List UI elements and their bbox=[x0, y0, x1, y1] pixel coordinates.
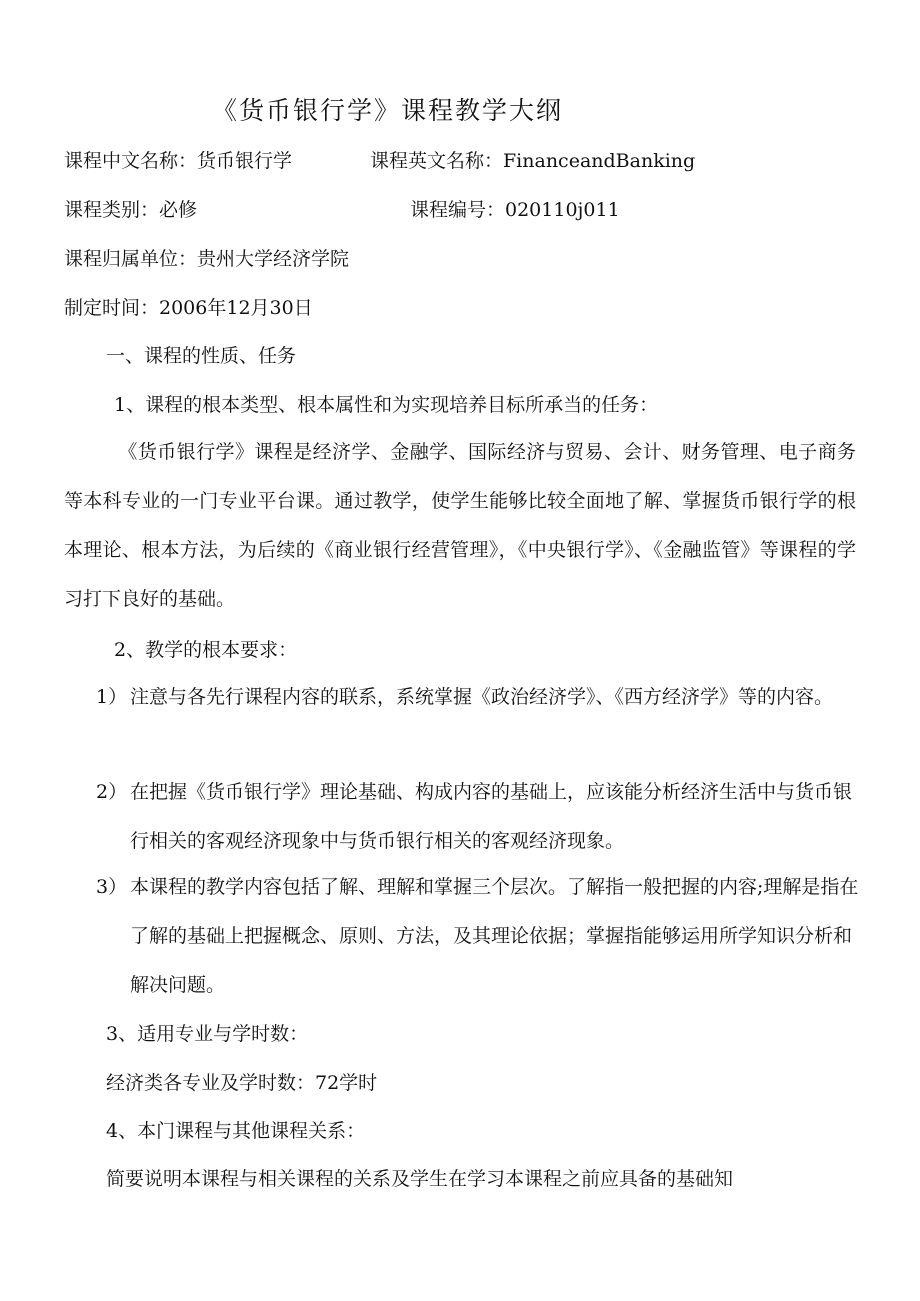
subsection-1-text: 《货币银行学》课程是经济学、金融学、国际经济与贸易、会计、财务管理、电子商务等本科专业的一门专业平台课。通过教学，使学生能够比较全面地了解、掌握货币银行学的根本理论、根本方法，为后续的《商业银行经营管理》，《中央银行学》、《金融监管》等课程的学习打下良好的基础。 bbox=[64, 441, 856, 610]
subsection-heading-4: 4、本门课程与其他课程关系： bbox=[106, 1120, 366, 1142]
section-heading-1: 一、课程的性质、任务 bbox=[106, 345, 297, 367]
requirement-item-3 bbox=[96, 863, 860, 1010]
subsection-1-body bbox=[64, 428, 856, 624]
course-unit: 课程归属单位：贵州大学经济学院 bbox=[64, 248, 350, 270]
course-code: 课程编号：020110j011 bbox=[410, 199, 620, 221]
document-title: 《货币银行学》课程教学大纲 bbox=[212, 96, 564, 125]
subsection-4-body: 简要说明本课程与相关课程的关系及学生在学习本课程之前应具备的基础知 bbox=[106, 1168, 734, 1190]
requirement-item-2 bbox=[96, 768, 860, 866]
subsection-heading-3: 3、适用专业与学时数： bbox=[106, 1023, 309, 1045]
course-en-name: 课程英文名称：FinanceandBanking bbox=[370, 150, 696, 172]
course-category: 课程类别：必修 bbox=[64, 199, 198, 221]
subsection-3-body: 经济类各专业及学时数：72学时 bbox=[106, 1072, 378, 1094]
subsection-heading-1: 1、课程的根本类型、根本属性和为实现培养目标所承当的任务： bbox=[114, 394, 659, 416]
item-number: 3） bbox=[96, 876, 128, 898]
requirement-item-1 bbox=[96, 673, 860, 722]
item-number: 1） bbox=[96, 686, 128, 708]
subsection-heading-2: 2、教学的根本要求： bbox=[114, 639, 298, 661]
item-text: 注意与各先行课程内容的联系，系统掌握《政治经济学》、《西方经济学》等的内容。 bbox=[130, 686, 834, 708]
item-number: 2） bbox=[96, 781, 128, 803]
item-text: 在把握《货币银行学》理论基础、构成内容的基础上，应该能分析经济生活中与货币银行相关的客观经济现象中与货币银行相关的客观经济现象。 bbox=[130, 781, 853, 852]
item-text: 本课程的教学内容包括了解、理解和掌握三个层次。了解指一般把握的内容;理解是指在了解的基础上把握概念、原则、方法，及其理论依据；掌握指能够运用所学知识分析和解决问题。 bbox=[130, 876, 859, 996]
course-date: 制定时间：2006年12月30日 bbox=[64, 297, 313, 319]
course-cn-name: 课程中文名称：货币银行学 bbox=[64, 150, 293, 172]
